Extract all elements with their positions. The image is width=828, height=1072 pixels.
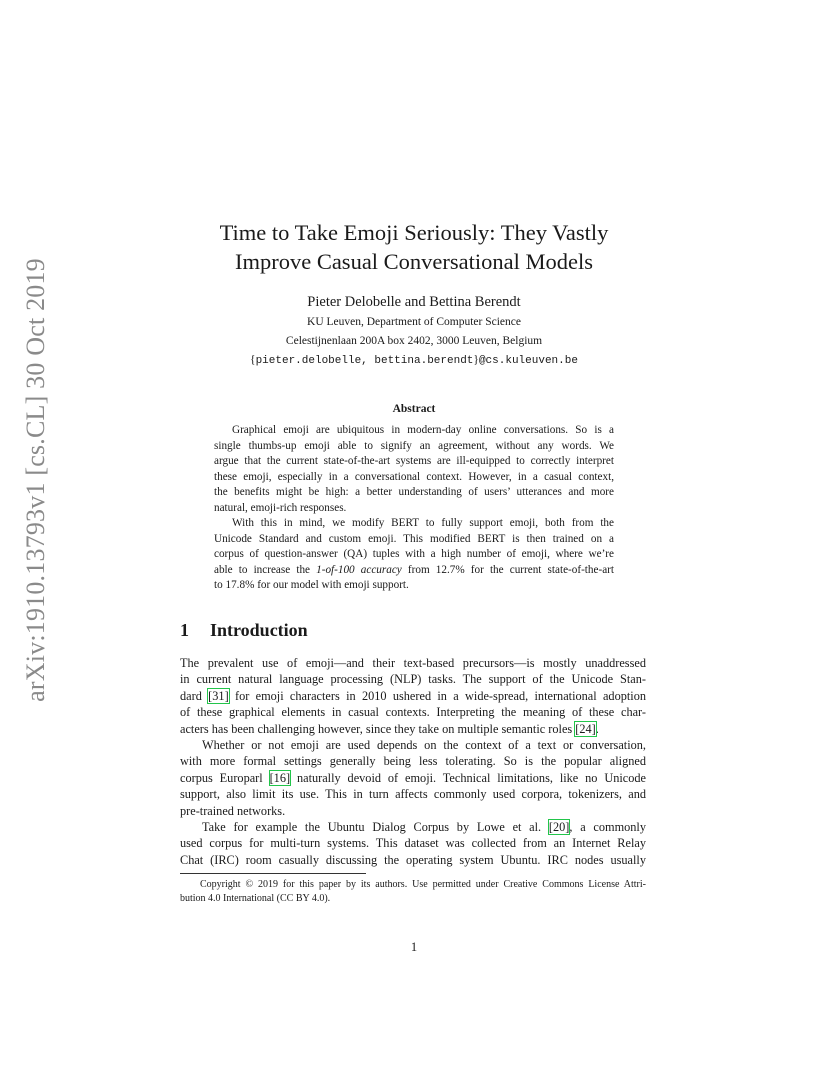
abstract-line: Graphical emoji are ubiquitous in modern-day online conversations. So is a [232,424,614,436]
body-line: Whether or not emoji are used depends on the context of a text or conversation, [202,738,646,753]
email-brace-close: } [473,354,479,366]
body-line [180,819,646,835]
citation-link-20[interactable]: [20] [548,820,570,835]
footnote-rule [180,873,366,874]
abstract-heading: Abstract [392,403,436,415]
abstract-text: able to increase the [214,563,317,576]
body-line: pre-trained networks. [180,803,286,818]
body-line [180,770,646,786]
arxiv-identifier: arXiv:1910.13793v1 [cs.CL] 30 Oct 2019 [21,258,50,702]
section-title: Introduction [210,620,308,640]
body-text: dard [180,688,209,703]
abstract-line: corpus of question-answer (QA) tuples with a high number of emoji, where we’re [214,548,614,560]
email-names: pieter.delobelle, bettina.berendt [255,355,474,367]
citation-link-31[interactable]: [31] [208,688,229,703]
body-line: in current natural language processing (NLP) tasks. The support of the Unicode Stan- [180,672,646,687]
copyright-footnote [180,878,646,905]
abstract-line: the benefits might be high: a better understanding of users’ utterances and more [214,486,614,498]
abstract-line: argue that the current state-of-the-art systems are ill-equipped to correctly interpret [214,455,614,467]
affiliation-address: Celestijnenlaan 200A box 2402, 3000 Leuven, Belgium [285,335,543,347]
author-emails [150,354,678,367]
body-line: with more formal settings generally being less tolerating. So is the popular aligned [180,754,646,769]
body-line [180,721,646,737]
body-text: for emoji characters in 2010 ushered in a wide-spread, international adoption [228,688,646,703]
body-text: Take for example the Ubuntu Dialog Corpus by Lowe et al. [202,820,549,835]
abstract-line [214,563,614,579]
author-list: Pieter Delobelle and Bettina Berendt [307,294,521,310]
citation-link-16[interactable]: [16] [269,770,291,785]
abstract-body [214,423,614,594]
section-number: 1 [180,620,189,640]
body-line: The prevalent use of emoji—and their text-based precursors—is mostly unaddressed [180,656,646,670]
footnote-line: Copyright © 2019 for this paper by its authors. Use permitted under Creative Commons License Attri- [200,879,646,890]
paper-title [150,218,678,276]
body-text: corpus Europarl [180,770,270,785]
body-text: acters has been challenging however, since they take on multiple semantic roles [180,721,576,736]
abstract-line: single thumbs-up emoji able to signify an agreement, without any words. We [214,439,614,452]
abstract-text: from 12.7% for the current state-of-the-art [401,563,614,576]
footnote-line: bution 4.0 International (CC BY 4.0). [180,892,331,904]
abstract-line: natural, emoji-rich responses. [214,501,347,514]
body-line [180,688,646,704]
body-line: used corpus for multi-turn systems. This dataset was collected from an Internet Relay [180,836,646,851]
page-number: 1 [410,940,418,954]
title-line-2: Improve Casual Conversational Models [234,249,594,274]
body-text: naturally devoid of emoji. Technical limitations, like no Unicode [290,770,646,785]
body-text: , a commonly [569,820,647,835]
abstract-metric-name: 1-of-100 accuracy [316,563,402,576]
body-line: of these graphical elements in casual contexts. Interpreting the meaning of these char- [180,705,646,720]
citation-link-24[interactable]: [24] [575,721,596,736]
arxiv-stamp [0,0,60,1072]
section-heading [180,620,308,641]
title-line-1: Time to Take Emoji Seriously: They Vastly [219,220,609,245]
abstract-line: to 17.8% for our model with emoji support. [214,579,409,591]
email-domain: @cs.kuleuven.be [478,355,578,367]
body-line: Chat (IRC) room casually discussing the operating system Ubuntu. IRC nodes usually [180,852,646,867]
body-line: support, also limit its use. This in turn affects commonly used corpora, tokenizers, and [180,787,646,802]
abstract-line: Unicode Standard and custom emoji. This modified BERT is then trained on a [214,532,614,545]
abstract-line: these emoji, especially in a conversational context. However, in a casual context, [214,470,614,483]
introduction-body [180,655,646,868]
body-text: . [595,721,599,736]
affiliation-department: KU Leuven, Department of Computer Science [307,316,521,328]
email-brace-open: { [250,354,256,366]
abstract-line: With this in mind, we modify BERT to fully support emoji, both from the [232,517,614,529]
